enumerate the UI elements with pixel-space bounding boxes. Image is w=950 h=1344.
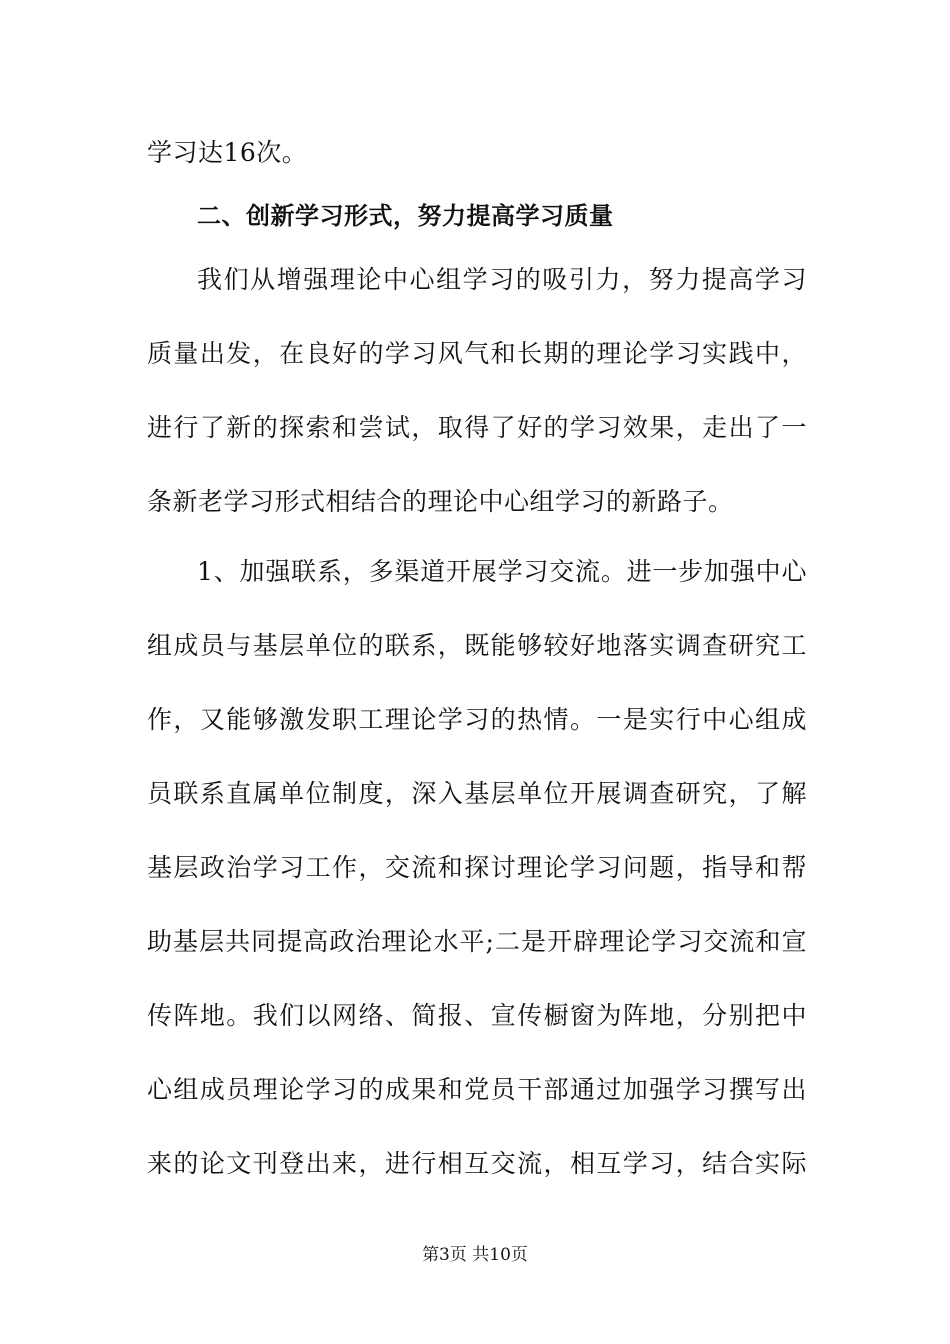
page-number-footer: 第3页 共10页 [422,1245,528,1265]
paragraph-line: 质量出发，在良好的学习风气和长期的理论学习实践中， [147,339,807,368]
paragraph-line: 助基层共同提高政治理论水平;二是开辟理论学习交流和宣 [147,927,807,956]
paragraph-line: 基层政治学习工作，交流和探讨理论学习问题，指导和帮 [147,853,807,882]
paragraph-line: 1、加强联系，多渠道开展学习交流。进一步加强中心 [197,557,807,586]
paragraph-line: 作，又能够激发职工理论学习的热情。一是实行中心组成 [147,705,807,734]
continuation-line: 学习达16次。 [147,138,308,167]
paragraph-line: 来的论文刊登出来，进行相互交流，相互学习，结合实际 [147,1149,807,1178]
paragraph-line: 员联系直属单位制度，深入基层单位开展调查研究，了解 [147,779,807,808]
paragraph-line: 传阵地。我们以网络、简报、宣传橱窗为阵地，分别把中 [147,1001,807,1030]
paragraph-line: 心组成员理论学习的成果和党员干部通过加强学习撰写出 [147,1075,807,1104]
paragraph-line: 我们从增强理论中心组学习的吸引力，努力提高学习 [197,265,807,294]
paragraph-line: 进行了新的探索和尝试，取得了好的学习效果，走出了一 [147,413,807,442]
paragraph-line: 组成员与基层单位的联系，既能够较好地落实调查研究工 [147,631,807,660]
section-heading: 二、创新学习形式，努力提高学习质量 [197,202,614,230]
paragraph-line: 条新老学习形式相结合的理论中心组学习的新路子。 [147,487,734,516]
